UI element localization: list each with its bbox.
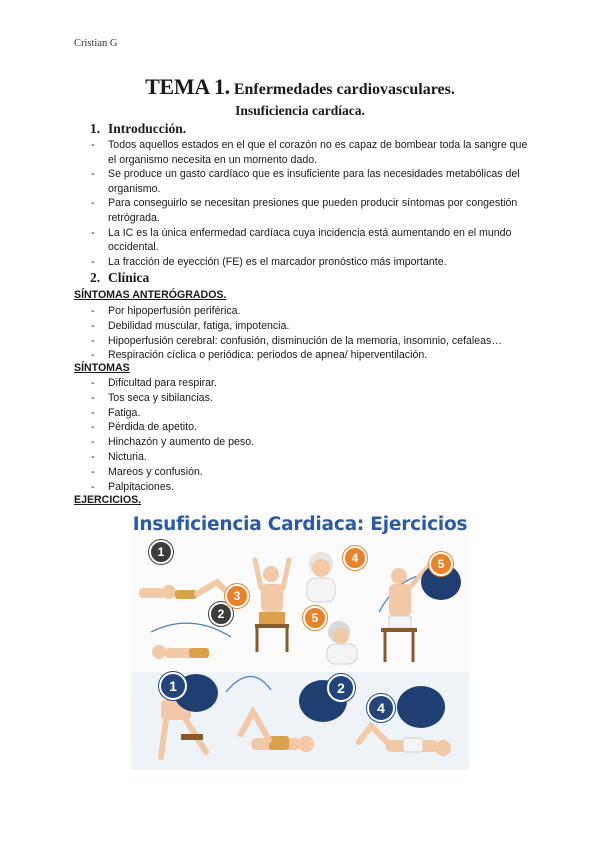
figure-legs [197, 582, 229, 594]
step-badge: 5 [303, 606, 327, 630]
list-item: - Mareos y confusión. [90, 465, 530, 480]
list-item: - Todos aquellos estados en el que el corazón no es capaz de bombear toda la sangre que el organismo necesita en un momento dado. [90, 138, 530, 167]
instruction-bubble [397, 686, 445, 728]
figure-head [152, 645, 166, 659]
step-badge: 5 [429, 552, 453, 576]
section-heading-intro [90, 121, 186, 137]
symptoms-label: SÍNTOMAS [74, 362, 130, 374]
figure-shorts [259, 612, 285, 624]
figure-shorts [403, 738, 423, 752]
anterograde-list [90, 304, 530, 363]
bed-edge [181, 734, 203, 740]
step-badge: 1 [149, 540, 173, 564]
list-item: - Tos seca y sibilancias. [90, 391, 530, 406]
title-main: TEMA 1. [145, 74, 230, 99]
list-item: - Pérdida de apetito. [90, 420, 530, 435]
figure-body [327, 644, 357, 664]
figure-head [391, 568, 407, 584]
list-item: - Se produce un gasto cardíaco que es insuficiente para las necesidades metabólicas del organismo. [90, 167, 530, 196]
section-number: 2. [90, 270, 101, 285]
figure-head [263, 566, 279, 582]
anterograde-label: SÍNTOMAS ANTERÓGRADOS. [74, 289, 227, 301]
figure-body [165, 648, 193, 658]
chair-legs [257, 628, 287, 652]
figure-title: Insuficiencia Cardiaca: Ejercicios [132, 514, 468, 535]
symptoms-list [90, 376, 530, 494]
author-name: Cristian G [74, 38, 118, 49]
list-item: - Por hipoperfusión periférica. [90, 304, 530, 319]
section-heading-clinica [90, 270, 149, 286]
list-item: - Debilidad muscular, fatiga, impotencia. [90, 319, 530, 334]
list-item: - Dificultad para respirar. [90, 376, 530, 391]
section-number: 1. [90, 121, 101, 136]
chair-seat [381, 628, 417, 632]
list-item: - Para conseguirlo se necesitan presiones que pueden producir síntomas por congestión retrógrada. [90, 196, 530, 225]
list-item: - Nicturia. [90, 450, 530, 465]
exercises-illustration [131, 512, 469, 770]
exercise-drawings [131, 512, 469, 770]
list-item: - Hipoperfusión cerebral: confusión, disminución de la memoria, insomnio, cefaleas… [90, 334, 530, 349]
page-title [0, 74, 600, 100]
figure-shorts [189, 648, 209, 658]
intro-list [90, 138, 530, 269]
list-item: - La IC es la única enfermedad cardíaca cuya incidencia está aumentando en el mundo occidental. [90, 226, 530, 255]
list-item: - Respiración cíclica o periódica: periodos de apnea/ hiperventilación. [90, 348, 530, 363]
step-badge: 4 [343, 546, 367, 570]
figure-head [333, 628, 349, 644]
list-item: - La fracción de eyección (FE) es el marcador pronóstico más importante. [90, 255, 530, 270]
step-badge: 1 [159, 672, 187, 700]
figure-body [139, 588, 165, 598]
figure-head [312, 559, 330, 577]
figure-shorts [269, 736, 289, 750]
list-item: - Palpitaciones. [90, 480, 530, 495]
step-badge: 2 [209, 602, 233, 626]
list-item: - Fatiga. [90, 406, 530, 421]
list-item: - Hinchazón y aumento de peso. [90, 435, 530, 450]
section-title: Introducción. [108, 121, 187, 136]
page-subtitle: Insuficiencia cardíaca. [235, 103, 365, 118]
step-badge: 4 [367, 694, 395, 722]
chair-legs [385, 632, 413, 662]
step-badge: 3 [225, 584, 249, 608]
chair-seat [255, 624, 289, 628]
figure-body [261, 584, 283, 612]
figure-body [307, 578, 335, 602]
section-title: Clínica [108, 270, 150, 285]
exercises-label: EJERCICIOS. [74, 494, 142, 506]
step-badge: 2 [327, 674, 355, 702]
figure-shorts [389, 616, 411, 628]
title-rest: Enfermedades cardiovasculares. [229, 81, 455, 98]
figure-shorts [175, 590, 197, 599]
